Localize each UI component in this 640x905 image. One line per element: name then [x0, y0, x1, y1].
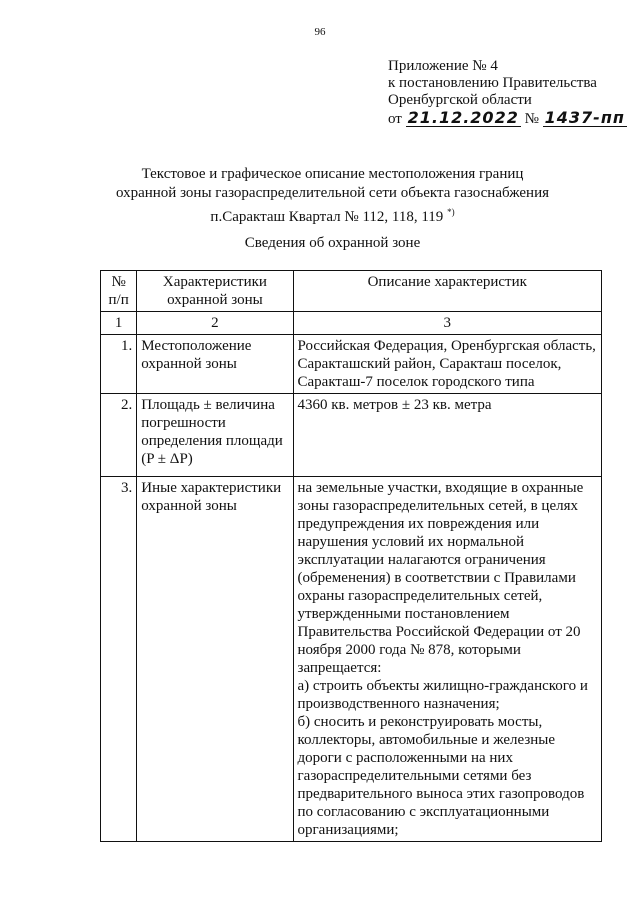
page-number: 96: [314, 26, 326, 38]
numbering-cell-3: 3: [293, 312, 601, 335]
restriction-item-a: а) строить объекты жилищно-гражданского и производственного назначения;: [297, 678, 588, 712]
row-number: 2.: [101, 394, 137, 477]
title-line-3-text: п.Саракташ Квартал № 112, 118, 119: [210, 209, 444, 225]
appendix-line-1: Приложение № 4: [388, 58, 498, 74]
table-numbering-row: [101, 312, 602, 335]
row-description: Российская Федерация, Оренбургская область, Саракташский район, Саракташ поселок, Саракташ-7 поселок городского типа: [293, 335, 601, 394]
appendix-line-2: к постановлению Правительства: [388, 75, 597, 91]
row-number: 3.: [101, 477, 137, 842]
number-sign: №: [524, 111, 539, 127]
title-line-2: охранной зоны газораспределительной сети объекта газоснабжения: [115, 185, 550, 201]
restrictions-intro: на земельные участки, входящие в охранные зоны газораспределительных сетей, в целях предупреждения их повреждения или нарушения условий их нормальной эксплуатации налагаются ограничения (обременения) в соответствии с Правилами охраны газораспределительных сетей, утвержденными постановлением Правительства Российской Федерации от 20 ноября 2000 года № 878, которыми запрещается:: [297, 480, 584, 676]
table-row: [101, 477, 602, 842]
appendix-line-3: Оренбургской области: [388, 92, 532, 108]
row-characteristic: Местоположение охранной зоны: [137, 335, 293, 394]
table-row: [101, 394, 602, 477]
header-number: № п/п: [101, 271, 137, 312]
handwritten-number: 1437-пп: [544, 108, 625, 127]
title-line-3: [60, 203, 605, 227]
appendix-date-line: [388, 109, 627, 128]
header-characteristic: Характеристики охранной зоны: [137, 271, 293, 312]
row-description: 4360 кв. метров ± 23 кв. метра: [293, 394, 601, 477]
section-subtitle: Сведения об охранной зоне: [244, 235, 421, 251]
row-description: [293, 477, 601, 842]
row-characteristic: Площадь ± величина погрешности определения площади (P ± ΔP): [137, 394, 293, 477]
restriction-item-b: б) сносить и реконструировать мосты, коллекторы, автомобильные и железные дороги с расположенными на них газораспределительными сетями без предварительного выноса этих газопроводов по согласованию с эксплуатационными организациями;: [297, 714, 585, 838]
numbering-cell-1: 1: [101, 312, 137, 335]
appendix-block: [388, 58, 627, 128]
title-line-1: Текстовое и графическое описание местоположения границ: [141, 166, 524, 182]
table-header-row: [101, 271, 602, 312]
document-title: [60, 165, 605, 227]
row-characteristic: Иные характеристики охранной зоны: [137, 477, 293, 842]
appendix-from-label: от: [388, 111, 402, 127]
footnote-mark: *): [447, 207, 455, 217]
table-row: [101, 335, 602, 394]
handwritten-date: 21.12.2022: [407, 108, 519, 127]
protection-zone-table: [100, 270, 602, 842]
row-number: 1.: [101, 335, 137, 394]
numbering-cell-2: 2: [137, 312, 293, 335]
header-description: Описание характеристик: [293, 271, 601, 312]
